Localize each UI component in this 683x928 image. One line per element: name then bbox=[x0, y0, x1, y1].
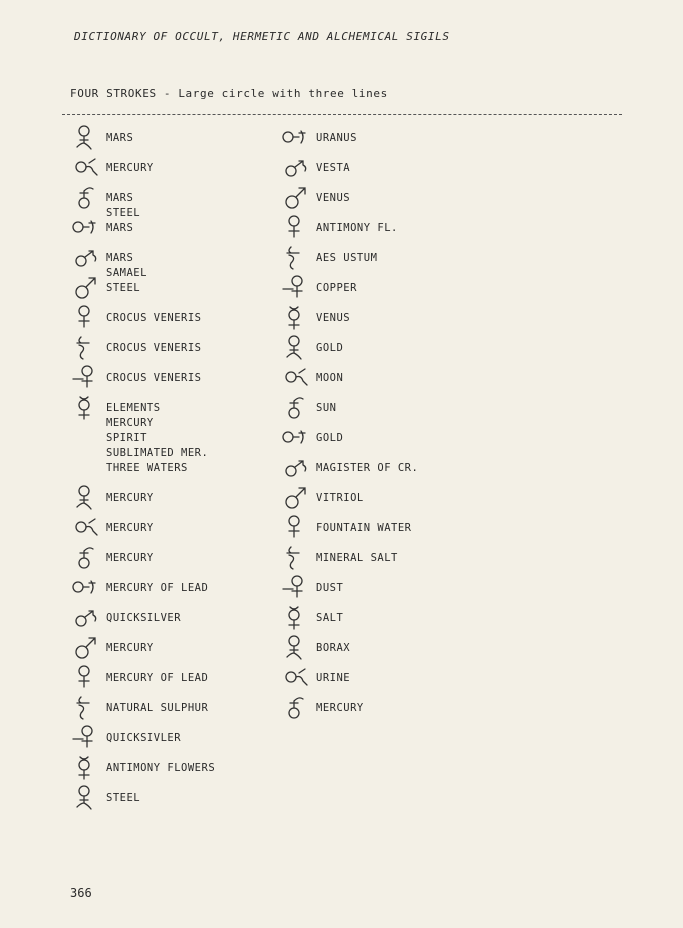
entry-label: SUBLIMATED MER. bbox=[106, 447, 209, 459]
gold-sigil-icon bbox=[272, 422, 316, 452]
entry-labels bbox=[106, 572, 208, 596]
mercury-of-lead-sigil-icon bbox=[62, 572, 106, 602]
gold-sigil-icon bbox=[272, 332, 316, 362]
entry-label: CROCUS VENERIS bbox=[106, 372, 202, 384]
entry-label: MOON bbox=[316, 372, 344, 384]
left-entry bbox=[62, 752, 272, 782]
vitriol-sigil-icon bbox=[272, 482, 316, 512]
entry-label: THREE WATERS bbox=[106, 462, 188, 474]
entry-labels bbox=[106, 302, 202, 326]
mercury-sigil-icon bbox=[272, 692, 316, 722]
mercury-sigil-icon bbox=[62, 482, 106, 512]
entry-labels bbox=[106, 512, 154, 536]
venus-sigil-icon bbox=[272, 302, 316, 332]
right-entry bbox=[272, 542, 472, 572]
right-entry bbox=[272, 392, 472, 422]
entry-label: URINE bbox=[316, 672, 351, 684]
entry-labels bbox=[106, 782, 140, 806]
entry-labels bbox=[316, 542, 398, 566]
mercury-sigil-icon bbox=[62, 632, 106, 662]
right-entry bbox=[272, 602, 472, 632]
right-entry bbox=[272, 362, 472, 392]
mars-samael-sigil-icon bbox=[62, 242, 106, 272]
right-entry bbox=[272, 452, 472, 482]
right-entry bbox=[272, 482, 472, 512]
left-entry bbox=[62, 542, 272, 572]
entry-labels bbox=[316, 182, 350, 206]
entry-labels bbox=[316, 512, 412, 536]
entry-label: DUST bbox=[316, 582, 344, 594]
mercury-sigil-icon bbox=[62, 512, 106, 542]
page-number: 366 bbox=[70, 886, 92, 900]
entry-label: CROCUS VENERIS bbox=[106, 312, 202, 324]
right-entry bbox=[272, 632, 472, 662]
right-entry bbox=[272, 302, 472, 332]
entry-labels bbox=[316, 602, 343, 626]
crocus-veneris-sigil-icon bbox=[62, 362, 106, 392]
entry-label: VITRIOL bbox=[316, 492, 364, 504]
sun-sigil-icon bbox=[272, 392, 316, 422]
entry-labels bbox=[316, 632, 350, 656]
entry-label: QUICKSILVER bbox=[106, 612, 182, 624]
entry-labels bbox=[316, 662, 350, 686]
entry-labels bbox=[316, 392, 336, 416]
mercury-sigil-icon bbox=[62, 152, 106, 182]
entry-labels bbox=[106, 692, 208, 716]
entry-label: ELEMENTS bbox=[106, 402, 161, 414]
entry-label: MARS bbox=[106, 132, 134, 144]
entry-labels bbox=[106, 632, 154, 656]
left-entry bbox=[62, 272, 272, 302]
left-entry bbox=[62, 332, 272, 362]
entry-labels bbox=[316, 692, 364, 716]
entry-label: SUN bbox=[316, 402, 337, 414]
magister-sigil-icon bbox=[272, 452, 316, 482]
crocus-veneris-sigil-icon bbox=[62, 332, 106, 362]
left-entry bbox=[62, 512, 272, 542]
right-entry bbox=[272, 182, 472, 212]
quicksilver-sigil-icon bbox=[62, 602, 106, 632]
entry-labels bbox=[316, 122, 357, 146]
natural-sulphur-sigil-icon bbox=[62, 692, 106, 722]
entry-labels bbox=[316, 212, 398, 236]
entry-labels bbox=[106, 212, 133, 236]
entry-label: STEEL bbox=[106, 282, 141, 294]
antimony-flowers-sigil-icon bbox=[62, 752, 106, 782]
entry-labels bbox=[106, 722, 181, 746]
right-entry bbox=[272, 572, 472, 602]
antimony-sigil-icon bbox=[272, 212, 316, 242]
mercury-sigil-icon bbox=[62, 542, 106, 572]
left-entry bbox=[62, 302, 272, 332]
left-entry bbox=[62, 392, 272, 482]
entry-label: NATURAL SULPHUR bbox=[106, 702, 209, 714]
left-entry bbox=[62, 632, 272, 662]
entry-label: MERCURY bbox=[106, 417, 154, 429]
mars-sigil-icon bbox=[62, 212, 106, 242]
entry-labels bbox=[106, 122, 133, 146]
entry-label: FOUNTAIN WATER bbox=[316, 522, 412, 534]
entry-labels bbox=[316, 272, 357, 296]
entry-label: QUICKSIVLER bbox=[106, 732, 182, 744]
dust-sigil-icon bbox=[272, 572, 316, 602]
uranus-sigil-icon bbox=[272, 122, 316, 152]
right-entry bbox=[272, 242, 472, 272]
right-entry bbox=[272, 122, 472, 152]
entry-label: SPIRIT bbox=[106, 432, 147, 444]
left-entry bbox=[62, 722, 272, 752]
right-column bbox=[272, 122, 472, 722]
fountain-water-sigil-icon bbox=[272, 512, 316, 542]
right-entry bbox=[272, 212, 472, 242]
entry-labels bbox=[316, 302, 350, 326]
left-entry bbox=[62, 662, 272, 692]
entry-label: ANTIMONY FL. bbox=[316, 222, 398, 234]
left-entry bbox=[62, 482, 272, 512]
entry-label: BORAX bbox=[316, 642, 351, 654]
entry-labels bbox=[316, 332, 343, 356]
entry-labels bbox=[106, 332, 202, 356]
entry-label: SALT bbox=[316, 612, 344, 624]
entry-labels bbox=[316, 152, 350, 176]
entry-labels bbox=[316, 422, 343, 446]
running-header: DICTIONARY OF OCCULT, HERMETIC AND ALCHEMICAL SIGILS bbox=[74, 30, 450, 43]
entry-label: MERCURY bbox=[106, 162, 154, 174]
mars-steel-sigil-icon bbox=[62, 182, 106, 212]
entry-labels bbox=[316, 242, 377, 266]
elements-sigil-icon bbox=[62, 392, 106, 422]
entry-label: GOLD bbox=[316, 342, 344, 354]
entry-labels bbox=[106, 272, 140, 296]
entry-labels bbox=[316, 572, 343, 596]
right-entry bbox=[272, 272, 472, 302]
right-entry bbox=[272, 422, 472, 452]
mars-sigil-icon bbox=[62, 122, 106, 152]
entry-label: STEEL bbox=[106, 792, 141, 804]
entry-label: MERCURY OF LEAD bbox=[106, 582, 209, 594]
vesta-sigil-icon bbox=[272, 152, 316, 182]
entry-label: MARS bbox=[106, 222, 134, 234]
right-entry bbox=[272, 512, 472, 542]
entry-label: URANUS bbox=[316, 132, 357, 144]
left-entry bbox=[62, 692, 272, 722]
mercury-of-lead-sigil-icon bbox=[62, 662, 106, 692]
entry-labels bbox=[106, 392, 208, 476]
quicksilver-sigil-icon bbox=[62, 722, 106, 752]
left-entry bbox=[62, 212, 272, 242]
entry-label: MERCURY bbox=[106, 492, 154, 504]
left-column bbox=[62, 122, 272, 812]
entry-label: MERCURY bbox=[106, 642, 154, 654]
entry-labels bbox=[316, 482, 364, 506]
left-entry bbox=[62, 782, 272, 812]
left-entry bbox=[62, 572, 272, 602]
entry-label: MERCURY OF LEAD bbox=[106, 672, 209, 684]
entry-labels bbox=[106, 362, 202, 386]
venus-sigil-icon bbox=[272, 182, 316, 212]
entry-labels bbox=[106, 752, 215, 776]
left-entry bbox=[62, 152, 272, 182]
entry-label: MARS bbox=[106, 192, 134, 204]
left-entry bbox=[62, 122, 272, 152]
right-entry bbox=[272, 692, 472, 722]
left-entry bbox=[62, 602, 272, 632]
entry-labels bbox=[106, 482, 154, 506]
steel-sigil-icon bbox=[62, 272, 106, 302]
entry-label: MAGISTER OF CR. bbox=[316, 462, 419, 474]
steel-sigil-icon bbox=[62, 782, 106, 812]
urine-sigil-icon bbox=[272, 662, 316, 692]
borax-sigil-icon bbox=[272, 632, 316, 662]
entry-label: CROCUS VENERIS bbox=[106, 342, 202, 354]
entry-label: GOLD bbox=[316, 432, 344, 444]
mineral-salt-sigil-icon bbox=[272, 542, 316, 572]
entry-labels bbox=[316, 362, 343, 386]
copper-sigil-icon bbox=[272, 272, 316, 302]
entry-label: SAMAEL bbox=[106, 267, 147, 279]
entry-labels bbox=[106, 542, 154, 566]
salt-sigil-icon bbox=[272, 602, 316, 632]
aes-ustum-sigil-icon bbox=[272, 242, 316, 272]
left-entry bbox=[62, 362, 272, 392]
entry-label: MERCURY bbox=[106, 552, 154, 564]
left-entry bbox=[62, 182, 272, 219]
entry-label: ANTIMONY FLOWERS bbox=[106, 762, 216, 774]
entry-labels bbox=[106, 602, 181, 626]
entry-label: MERCURY bbox=[316, 702, 364, 714]
entry-label: MERCURY bbox=[106, 522, 154, 534]
entry-label: COPPER bbox=[316, 282, 357, 294]
entry-label: MINERAL SALT bbox=[316, 552, 398, 564]
entry-label: VENUS bbox=[316, 312, 351, 324]
right-entry bbox=[272, 332, 472, 362]
crocus-veneris-sigil-icon bbox=[62, 302, 106, 332]
left-entry bbox=[62, 242, 272, 279]
entry-label: VENUS bbox=[316, 192, 351, 204]
divider bbox=[62, 114, 622, 115]
entry-label: AES USTUM bbox=[316, 252, 378, 264]
entry-labels bbox=[106, 152, 154, 176]
right-entry bbox=[272, 152, 472, 182]
right-entry bbox=[272, 662, 472, 692]
section-title: FOUR STROKES - Large circle with three lines bbox=[70, 87, 388, 100]
entry-labels bbox=[106, 662, 208, 686]
entry-label: VESTA bbox=[316, 162, 351, 174]
moon-sigil-icon bbox=[272, 362, 316, 392]
entry-label: MARS bbox=[106, 252, 134, 264]
entry-label: STEEL bbox=[106, 207, 141, 219]
entry-labels bbox=[316, 452, 418, 476]
